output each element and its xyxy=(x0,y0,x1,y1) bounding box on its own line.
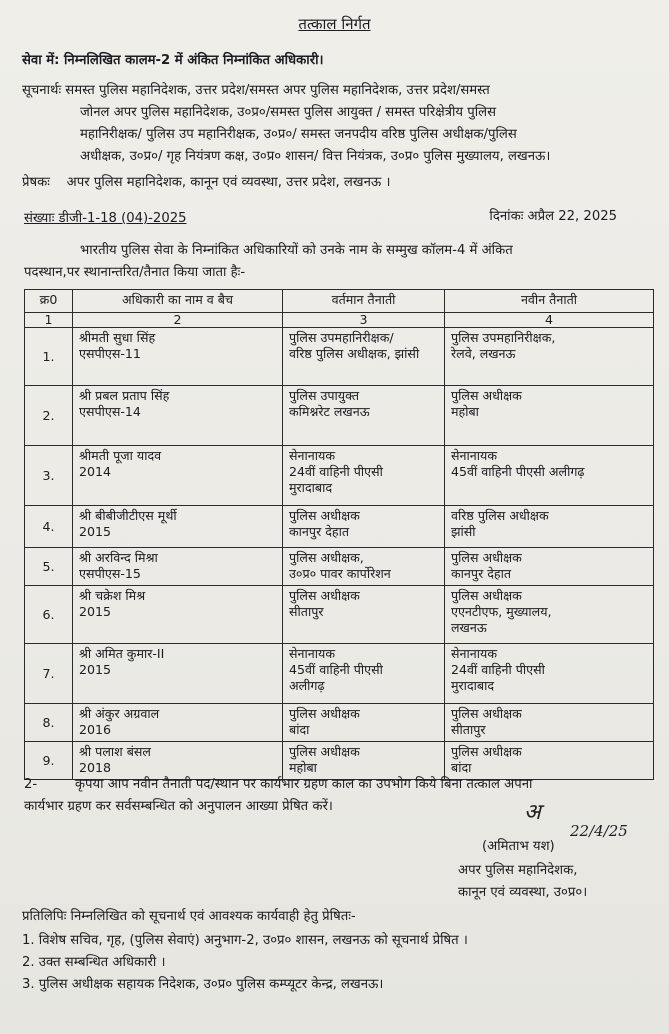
officer-name-cell xyxy=(73,328,283,386)
new-posting-cell xyxy=(445,644,654,704)
officer-name-cell-line: श्री बीबीजीटीएस मूर्थी xyxy=(79,508,177,523)
officer-name-cell-line: श्री पलाश बंसल xyxy=(79,744,151,759)
new-posting-cell-line: बांदा xyxy=(451,760,472,775)
officer-name-cell-line: श्रीमती सुधा सिंह xyxy=(79,330,156,345)
info-line-4: अधीक्षक, उ०प्र०/ गृह नियंत्रण कक्ष, उ०प्र० शासन/ वित्त नियंत्रक, उ०प्र० पुलिस मुख्यालय, लखनऊ। xyxy=(80,149,551,164)
current-posting-cell-line: मुरादाबाद xyxy=(289,480,333,495)
serial-number-cell: 3. xyxy=(25,446,73,506)
serial-number-cell: 4. xyxy=(25,506,73,548)
new-posting-cell-line: पुलिस अधीक्षक xyxy=(451,706,522,721)
table-row xyxy=(25,704,654,742)
serial-number-cell: 1. xyxy=(25,328,73,386)
new-posting-cell-line: पुलिस अधीक्षक xyxy=(451,588,522,603)
new-posting-cell-line: पुलिस अधीक्षक xyxy=(451,744,522,759)
serial-number-cell: 8. xyxy=(25,704,73,742)
copy-to-item-1: 1. विशेष सचिव, गृह, (पुलिस सेवाएं) अनुभाग-2, उ०प्र० शासन, लखनऊ को सूचनार्थ प्रेषित । xyxy=(22,933,468,948)
info-line-2: जोनल अपर पुलिस महानिदेशक, उ०प्र०/समस्त पुलिस आयुक्त / समस्त परिक्षेत्रीय पुलिस xyxy=(80,105,496,120)
current-posting-cell-line: कमिश्नरेट लखनऊ xyxy=(289,404,370,419)
copy-to-item-2: 2. उक्त सम्बन्धित अधिकारी । xyxy=(22,955,166,970)
table-row xyxy=(25,644,654,704)
new-posting-cell-line: वरिष्ठ पुलिस अधीक्षक xyxy=(451,508,549,523)
current-posting-cell-line: पुलिस उपमहानिरीक्षक/ xyxy=(289,330,394,345)
new-posting-cell-line: पुलिस अधीक्षक xyxy=(451,388,522,403)
table-column-number-row xyxy=(25,313,654,328)
officer-name-cell-line: 2015 xyxy=(79,604,112,619)
current-posting-cell-line: पुलिस अधीक्षक xyxy=(289,508,360,523)
new-posting-cell-line: मुरादाबाद xyxy=(451,678,495,693)
col-number: 2 xyxy=(73,313,283,328)
current-posting-cell-line: 45वीं वाहिनी पीएसी xyxy=(289,662,383,677)
signature-date: 22/4/25 xyxy=(570,822,628,840)
table-row xyxy=(25,446,654,506)
table-row xyxy=(25,548,654,586)
table-row xyxy=(25,328,654,386)
intro-line-2: पदस्थान,पर स्थानान्तरित/तैनात किया जाता हैः- xyxy=(24,265,246,280)
col-number: 1 xyxy=(25,313,73,328)
signatory-designation: अपर पुलिस महानिदेशक, xyxy=(458,863,578,878)
officer-name-cell xyxy=(73,446,283,506)
officer-name-cell xyxy=(73,386,283,446)
para2-line-2: कार्यभार ग्रहण कर सर्वसम्बन्धित को अनुपालन आख्या प्रेषित करें। xyxy=(24,799,333,814)
new-posting-cell xyxy=(445,586,654,644)
addressee-line: सेवा में: निम्नलिखित कालम-2 में अंकित निम्नांकित अधिकारी। xyxy=(22,53,324,68)
table-row xyxy=(25,586,654,644)
new-posting-cell-line: पुलिस अधीक्षक xyxy=(451,550,522,565)
current-posting-cell-line: अलीगढ़ xyxy=(289,678,325,693)
officer-name-cell xyxy=(73,548,283,586)
officer-name-cell xyxy=(73,644,283,704)
officer-name-cell xyxy=(73,704,283,742)
new-posting-cell-line: लखनऊ xyxy=(451,620,487,635)
officer-name-cell-line: श्रीमती पूजा यादव xyxy=(79,448,162,463)
new-posting-cell xyxy=(445,446,654,506)
officer-name-cell-line: 2015 xyxy=(79,524,112,539)
col-header-current: वर्तमान तैनाती xyxy=(283,290,445,313)
new-posting-cell-line: सीतापुर xyxy=(451,722,486,737)
officer-name-cell-line: 2014 xyxy=(79,464,112,479)
current-posting-cell-line: बांदा xyxy=(289,722,310,737)
new-posting-cell xyxy=(445,386,654,446)
current-posting-cell-line: कानपुर देहात xyxy=(289,524,350,539)
current-posting-cell xyxy=(283,386,445,446)
new-posting-cell xyxy=(445,506,654,548)
new-posting-cell xyxy=(445,704,654,742)
officer-name-cell-line: 2016 xyxy=(79,722,112,737)
new-posting-cell-line: 45वीं वाहिनी पीएसी अलीगढ़ xyxy=(451,464,585,479)
new-posting-cell-line: 24वीं वाहिनी पीएसी xyxy=(451,662,545,677)
new-posting-cell-line: सेनानायक xyxy=(451,448,497,463)
current-posting-cell-line: सेनानायक xyxy=(289,448,335,463)
officer-name-cell-line: एसपीएस-14 xyxy=(79,404,141,419)
officer-name-cell-line: 2018 xyxy=(79,760,112,775)
col-number: 3 xyxy=(283,313,445,328)
para2-line-1: 2- कृपया आप नवीन तैनाती पद/स्थान पर कार्यभार ग्रहण काल का उपभोग किये बिना तत्काल अपना xyxy=(24,777,533,792)
officer-name-cell xyxy=(73,506,283,548)
new-posting-cell-line: झांसी xyxy=(451,524,476,539)
current-posting-cell-line: पुलिस अधीक्षक, xyxy=(289,550,364,565)
signatory-office: कानून एवं व्यवस्था, उ०प्र०। xyxy=(458,885,588,900)
copy-to-heading: प्रतिलिपिः निम्नलिखित को सूचनार्थ एवं आवश्यक कार्यवाही हेतु प्रेषितः- xyxy=(22,909,356,924)
document-date: दिनांकः अप्रैल 22, 2025 xyxy=(489,209,617,224)
serial-number-cell: 2. xyxy=(25,386,73,446)
current-posting-cell-line: सीतापुर xyxy=(289,604,324,619)
signatory-name: (अमिताभ यश) xyxy=(482,839,555,854)
signature-mark: अ xyxy=(524,800,541,825)
current-posting-cell-line: सेनानायक xyxy=(289,646,335,661)
current-posting-cell xyxy=(283,446,445,506)
current-posting-cell xyxy=(283,328,445,386)
officer-name-cell-line: श्री अरविन्द मिश्रा xyxy=(79,550,158,565)
officer-name-cell-line: एसपीएस-15 xyxy=(79,566,141,581)
officer-name-cell-line: एसपीएस-11 xyxy=(79,346,141,361)
current-posting-cell-line: उ०प्र० पावर कार्पोरेशन xyxy=(289,566,391,581)
new-posting-cell-line: रेलवे, लखनऊ xyxy=(451,346,516,361)
document-heading: तत्काल निर्गत xyxy=(298,15,371,33)
new-posting-cell-line: एएनटीएफ, मुख्यालय, xyxy=(451,604,552,619)
officer-name-cell-line: श्री अंकुर अग्रवाल xyxy=(79,706,160,721)
col-number: 4 xyxy=(445,313,654,328)
current-posting-cell xyxy=(283,506,445,548)
serial-number-cell: 6. xyxy=(25,586,73,644)
new-posting-cell xyxy=(445,548,654,586)
reference-number: संख्याः डीजी-1-18 (04)-2025 xyxy=(24,211,187,226)
current-posting-cell-line: वरिष्ठ पुलिस अधीक्षक, झांसी xyxy=(289,346,420,361)
current-posting-cell-line: पुलिस उपायुक्त xyxy=(289,388,360,403)
serial-number-cell: 5. xyxy=(25,548,73,586)
current-posting-cell-line: 24वीं वाहिनी पीएसी xyxy=(289,464,383,479)
copy-to-item-3: 3. पुलिस अधीक्षक सहायक निदेशक, उ०प्र० पुलिस कम्प्यूटर केन्द्र, लखनऊ। xyxy=(22,977,384,992)
officer-name-cell xyxy=(73,586,283,644)
sender-line: प्रेषकः अपर पुलिस महानिदेशक, कानून एवं व्यवस्था, उत्तर प्रदेश, लखनऊ । xyxy=(22,175,391,190)
officer-name-cell-line: श्री अमित कुमार-II xyxy=(79,646,165,661)
current-posting-cell xyxy=(283,548,445,586)
intro-line-1: भारतीय पुलिस सेवा के निम्नांकित अधिकारियों को उनके नाम के सम्मुख कॉलम-4 में अंकित xyxy=(80,243,513,258)
current-posting-cell-line: पुलिस अधीक्षक xyxy=(289,588,360,603)
current-posting-cell-line: महोबा xyxy=(289,760,317,775)
serial-number-cell: 9. xyxy=(25,742,73,780)
officer-name-cell-line: श्री प्रबल प्रताप सिंह xyxy=(79,388,170,403)
current-posting-cell-line: पुलिस अधीक्षक xyxy=(289,744,360,759)
new-posting-cell-line: महोबा xyxy=(451,404,479,419)
new-posting-cell-line: पुलिस उपमहानिरीक्षक, xyxy=(451,330,556,345)
officer-name-cell-line: 2015 xyxy=(79,662,112,677)
serial-number-cell: 7. xyxy=(25,644,73,704)
info-line-1: सूचनार्थः समस्त पुलिस महानिदेशक, उत्तर प्रदेश/समस्त अपर पुलिस महानिदेशक, उत्तर प्रदेश/समस्त xyxy=(22,83,490,98)
new-posting-cell-line: सेनानायक xyxy=(451,646,497,661)
current-posting-cell-line: पुलिस अधीक्षक xyxy=(289,706,360,721)
table-header-row xyxy=(25,290,654,313)
transfer-table xyxy=(24,289,654,780)
new-posting-cell-line: कानपुर देहात xyxy=(451,566,512,581)
table-row xyxy=(25,506,654,548)
col-header-name: अधिकारी का नाम व बैच xyxy=(73,290,283,313)
info-line-3: महानिरीक्षक/ पुलिस उप महानिरीक्षक, उ०प्र०/ समस्त जनपदीय वरिष्ठ पुलिस अधीक्षक/पुलिस xyxy=(80,127,517,142)
table-row xyxy=(25,386,654,446)
col-header-sno: क्र0 xyxy=(25,290,73,313)
current-posting-cell xyxy=(283,704,445,742)
current-posting-cell xyxy=(283,644,445,704)
current-posting-cell xyxy=(283,586,445,644)
col-header-new: नवीन तैनाती xyxy=(445,290,654,313)
officer-name-cell-line: श्री चक्रेश मिश्र xyxy=(79,588,146,603)
new-posting-cell xyxy=(445,328,654,386)
